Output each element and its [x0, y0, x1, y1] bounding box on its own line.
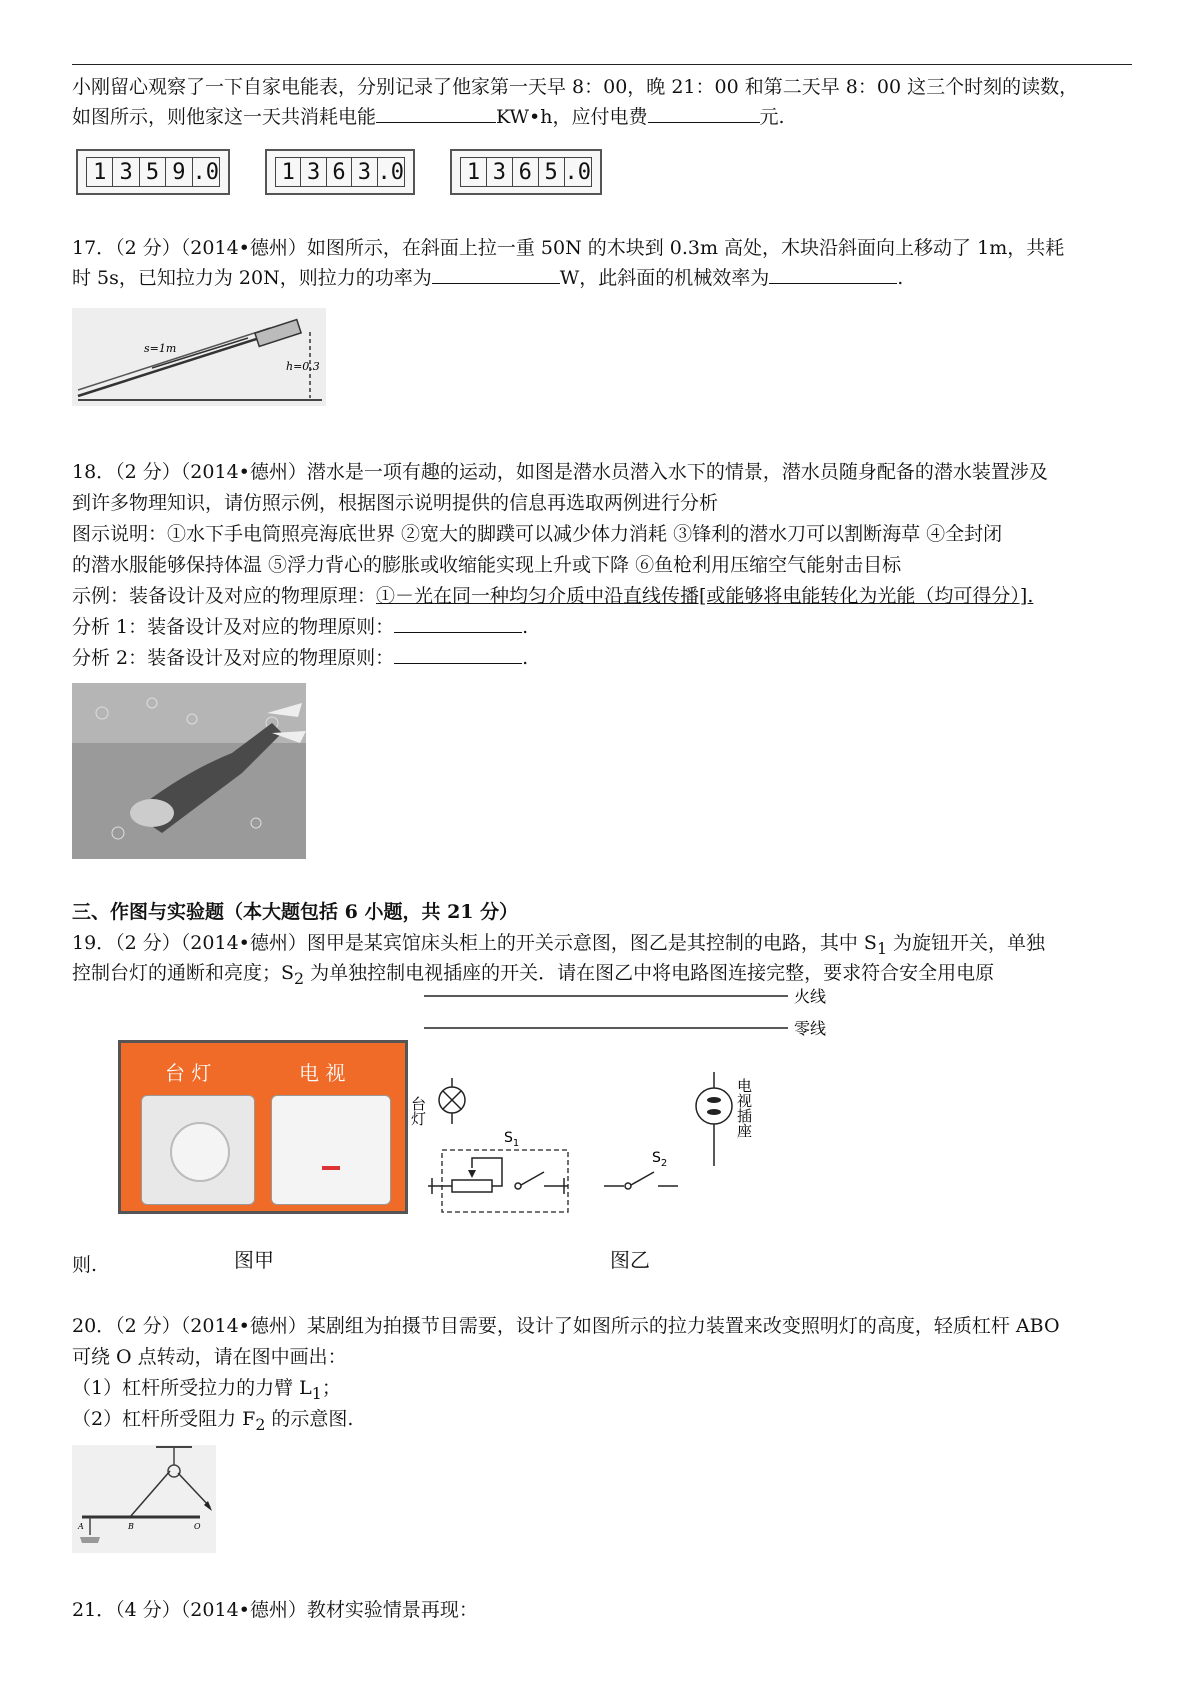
q18-analysis2-text: 分析 2：装备设计及对应的物理原则： [72, 647, 395, 669]
q20-item1-sub: 1 [311, 1383, 322, 1403]
q16-unit: KW•h，应付电费 [496, 106, 648, 128]
q16-line1: 小刚留心观察了一下自家电能表，分别记录了他家第一天早 8：00，晚 21：00 和第二天早 8：00 这三个时刻的读数， [72, 76, 1079, 98]
meter3-digit: 5 [539, 158, 565, 186]
q16-line2 [72, 102, 1132, 132]
q18-analysis2: 分析 2：装备设计及对应的物理原则： . [72, 643, 1132, 673]
meter1-digit: 9 [166, 158, 192, 186]
q17-line1: 17．（2 分）（2014•德州）如图所示，在斜面上拉一重 50N 的木块到 0.3m 高处，木块沿斜面向上移动了 1m，共耗 [72, 237, 1065, 259]
q17-line2 [72, 263, 1132, 293]
tv-socket-symbol [696, 1088, 732, 1124]
q18-line3: 图示说明：①水下手电筒照亮海底世界 ②宽大的脚蹼可以减少体力消耗 ③锋利的潜水刀可以割断海草 ④全封闭 [72, 523, 1003, 545]
q19-line2-b: 为单独控制电视插座的开关．请在图乙中将电路图连接完整，要求符合安全用电原 [304, 962, 995, 984]
q18-line1: 18．（2 分）（2014•德州）潜水是一项有趣的运动，如图是潜水员潜入水下的情景，潜水员随身配备的潜水装置涉及 [72, 461, 1048, 483]
q19-line3: 则. [72, 1254, 98, 1276]
q21-line1: 21．（4 分）（2014•德州）教材实验情景再现： [72, 1599, 478, 1621]
rheostat-symbol [452, 1180, 492, 1192]
lamp-label: 台灯 [409, 1096, 427, 1126]
q20-item2-b: 的示意图. [265, 1408, 354, 1430]
q18-analysis1-text: 分析 1：装备设计及对应的物理原则： [72, 616, 395, 638]
indicator-light [322, 1166, 340, 1170]
section-3-heading: 三、作图与实验题（本大题包括 6 小题，共 21 分） [72, 901, 519, 923]
q19-line2-sub: 2 [294, 968, 305, 988]
q18-analysis2-blank[interactable] [394, 643, 522, 664]
q18-analysis1: 分析 1：装备设计及对应的物理原则： . [72, 612, 1132, 642]
meter2-digit: 3 [301, 158, 326, 186]
meter-reading-3 [450, 149, 602, 195]
meter2-digit: 1 [276, 158, 301, 186]
header-rule [72, 64, 1132, 65]
fig-a-caption: 图甲 [234, 1248, 274, 1272]
meter3-digit: .0 [564, 160, 591, 185]
meter2-digit: 6 [327, 158, 352, 186]
q18-example-answer: ①－光在同一种均匀介质中沿直线传播[或能够将电能转化为光能（均可得分）]. [376, 585, 1034, 607]
meter3-digit: 3 [487, 158, 513, 186]
s1-label: $S_1$ [504, 1130, 520, 1149]
meter1-digit: .0 [192, 160, 219, 185]
q18-example [72, 581, 1132, 611]
q17-line2-text: 时 5s，已知拉力为 20N，则拉力的功率为 [72, 267, 432, 289]
incline-figure [72, 308, 326, 406]
q17-line2-mid: W，此斜面的机械效率为 [559, 267, 770, 289]
q18-example-label: 示例：装备设计及对应的物理原理： [72, 585, 377, 607]
meter2-digit: .0 [377, 160, 404, 185]
lamp-knob-switch[interactable] [141, 1095, 255, 1205]
q16-line2-text: 如图所示，则他家这一天共消耗电能 [72, 106, 377, 128]
tv-rocker-switch[interactable] [271, 1095, 391, 1205]
q16-fee-blank[interactable] [648, 102, 760, 123]
q20-item1-a: （1）杠杆所受拉力的力臂 L [72, 1377, 312, 1399]
q18-line4: 的潜水服能够保持体温 ⑤浮力背心的膨胀或收缩能实现上升或下降 ⑥鱼枪利用压缩空气能射击目标 [72, 554, 902, 576]
incline-s-label: s=1m [144, 342, 177, 355]
q16-energy-blank[interactable] [376, 102, 496, 123]
q16-end: 元. [759, 106, 785, 128]
q19-line2 [72, 958, 1132, 994]
q20-line1: 20．（2 分）（2014•德州）某剧组为拍摄节目需要，设计了如图所示的拉力装置来改变照明灯的高度，轻质杠杆 ABO [72, 1315, 1060, 1337]
panel-tv-label: 电 视 [299, 1061, 346, 1085]
diver-photo [72, 683, 306, 859]
meter1-digit: 3 [113, 158, 139, 186]
meter1-digit: 1 [87, 158, 113, 186]
q20-item2 [72, 1404, 1132, 1440]
q20-item2-sub: 2 [255, 1414, 266, 1434]
fire-wire-label: 火线 [794, 987, 827, 1006]
q18-analysis1-blank[interactable] [394, 612, 522, 633]
meter-reading-1 [76, 149, 230, 195]
dimmer-knob[interactable] [170, 1122, 230, 1182]
meter-reading-2 [265, 149, 415, 195]
q18-line2: 到许多物理知识，请仿照示例，根据图示说明提供的信息再选取两例进行分析 [72, 492, 719, 514]
meter3-digit: 6 [513, 158, 539, 186]
fig-b-caption: 图乙 [610, 1248, 650, 1272]
meter2-digit: 3 [352, 158, 377, 186]
meter3-digit: 1 [461, 158, 487, 186]
q17-power-blank[interactable] [432, 263, 560, 284]
q17-efficiency-blank[interactable] [769, 263, 897, 284]
socket-label: 电视插座 [735, 1078, 753, 1138]
q19-line2-a: 控制台灯的通断和亮度；S [72, 962, 295, 984]
neutral-wire-label: 零线 [794, 1019, 827, 1038]
q17-end: . [897, 267, 904, 289]
lever-figure [72, 1445, 216, 1553]
lever-label-a: A [78, 1522, 84, 1531]
meter1-digit: 5 [140, 158, 166, 186]
circuit-diagram [409, 987, 838, 1225]
q19-line1-b: 为旋钮开关，单独 [887, 932, 1046, 954]
q20-line2: 可绕 O 点转动，请在图中画出： [72, 1346, 347, 1368]
panel-lamp-label: 台 灯 [165, 1061, 212, 1085]
switch-panel-figure [118, 1040, 408, 1214]
q20-item1-b: ； [321, 1377, 341, 1399]
q19-line1-a: 19．（2 分）（2014•德州）图甲是某宾馆床头柜上的开关示意图，图乙是其控制的电路，其中 S [72, 932, 877, 954]
q19-line1-sub: 1 [876, 938, 888, 958]
lever-label-b: B [128, 1522, 134, 1531]
lever-label-o: O [194, 1522, 201, 1531]
incline-h-label: h=0.3 [286, 360, 320, 373]
s2-label: $S_2$ [652, 1150, 668, 1169]
q20-item2-a: （2）杠杆所受阻力 F [72, 1408, 256, 1430]
